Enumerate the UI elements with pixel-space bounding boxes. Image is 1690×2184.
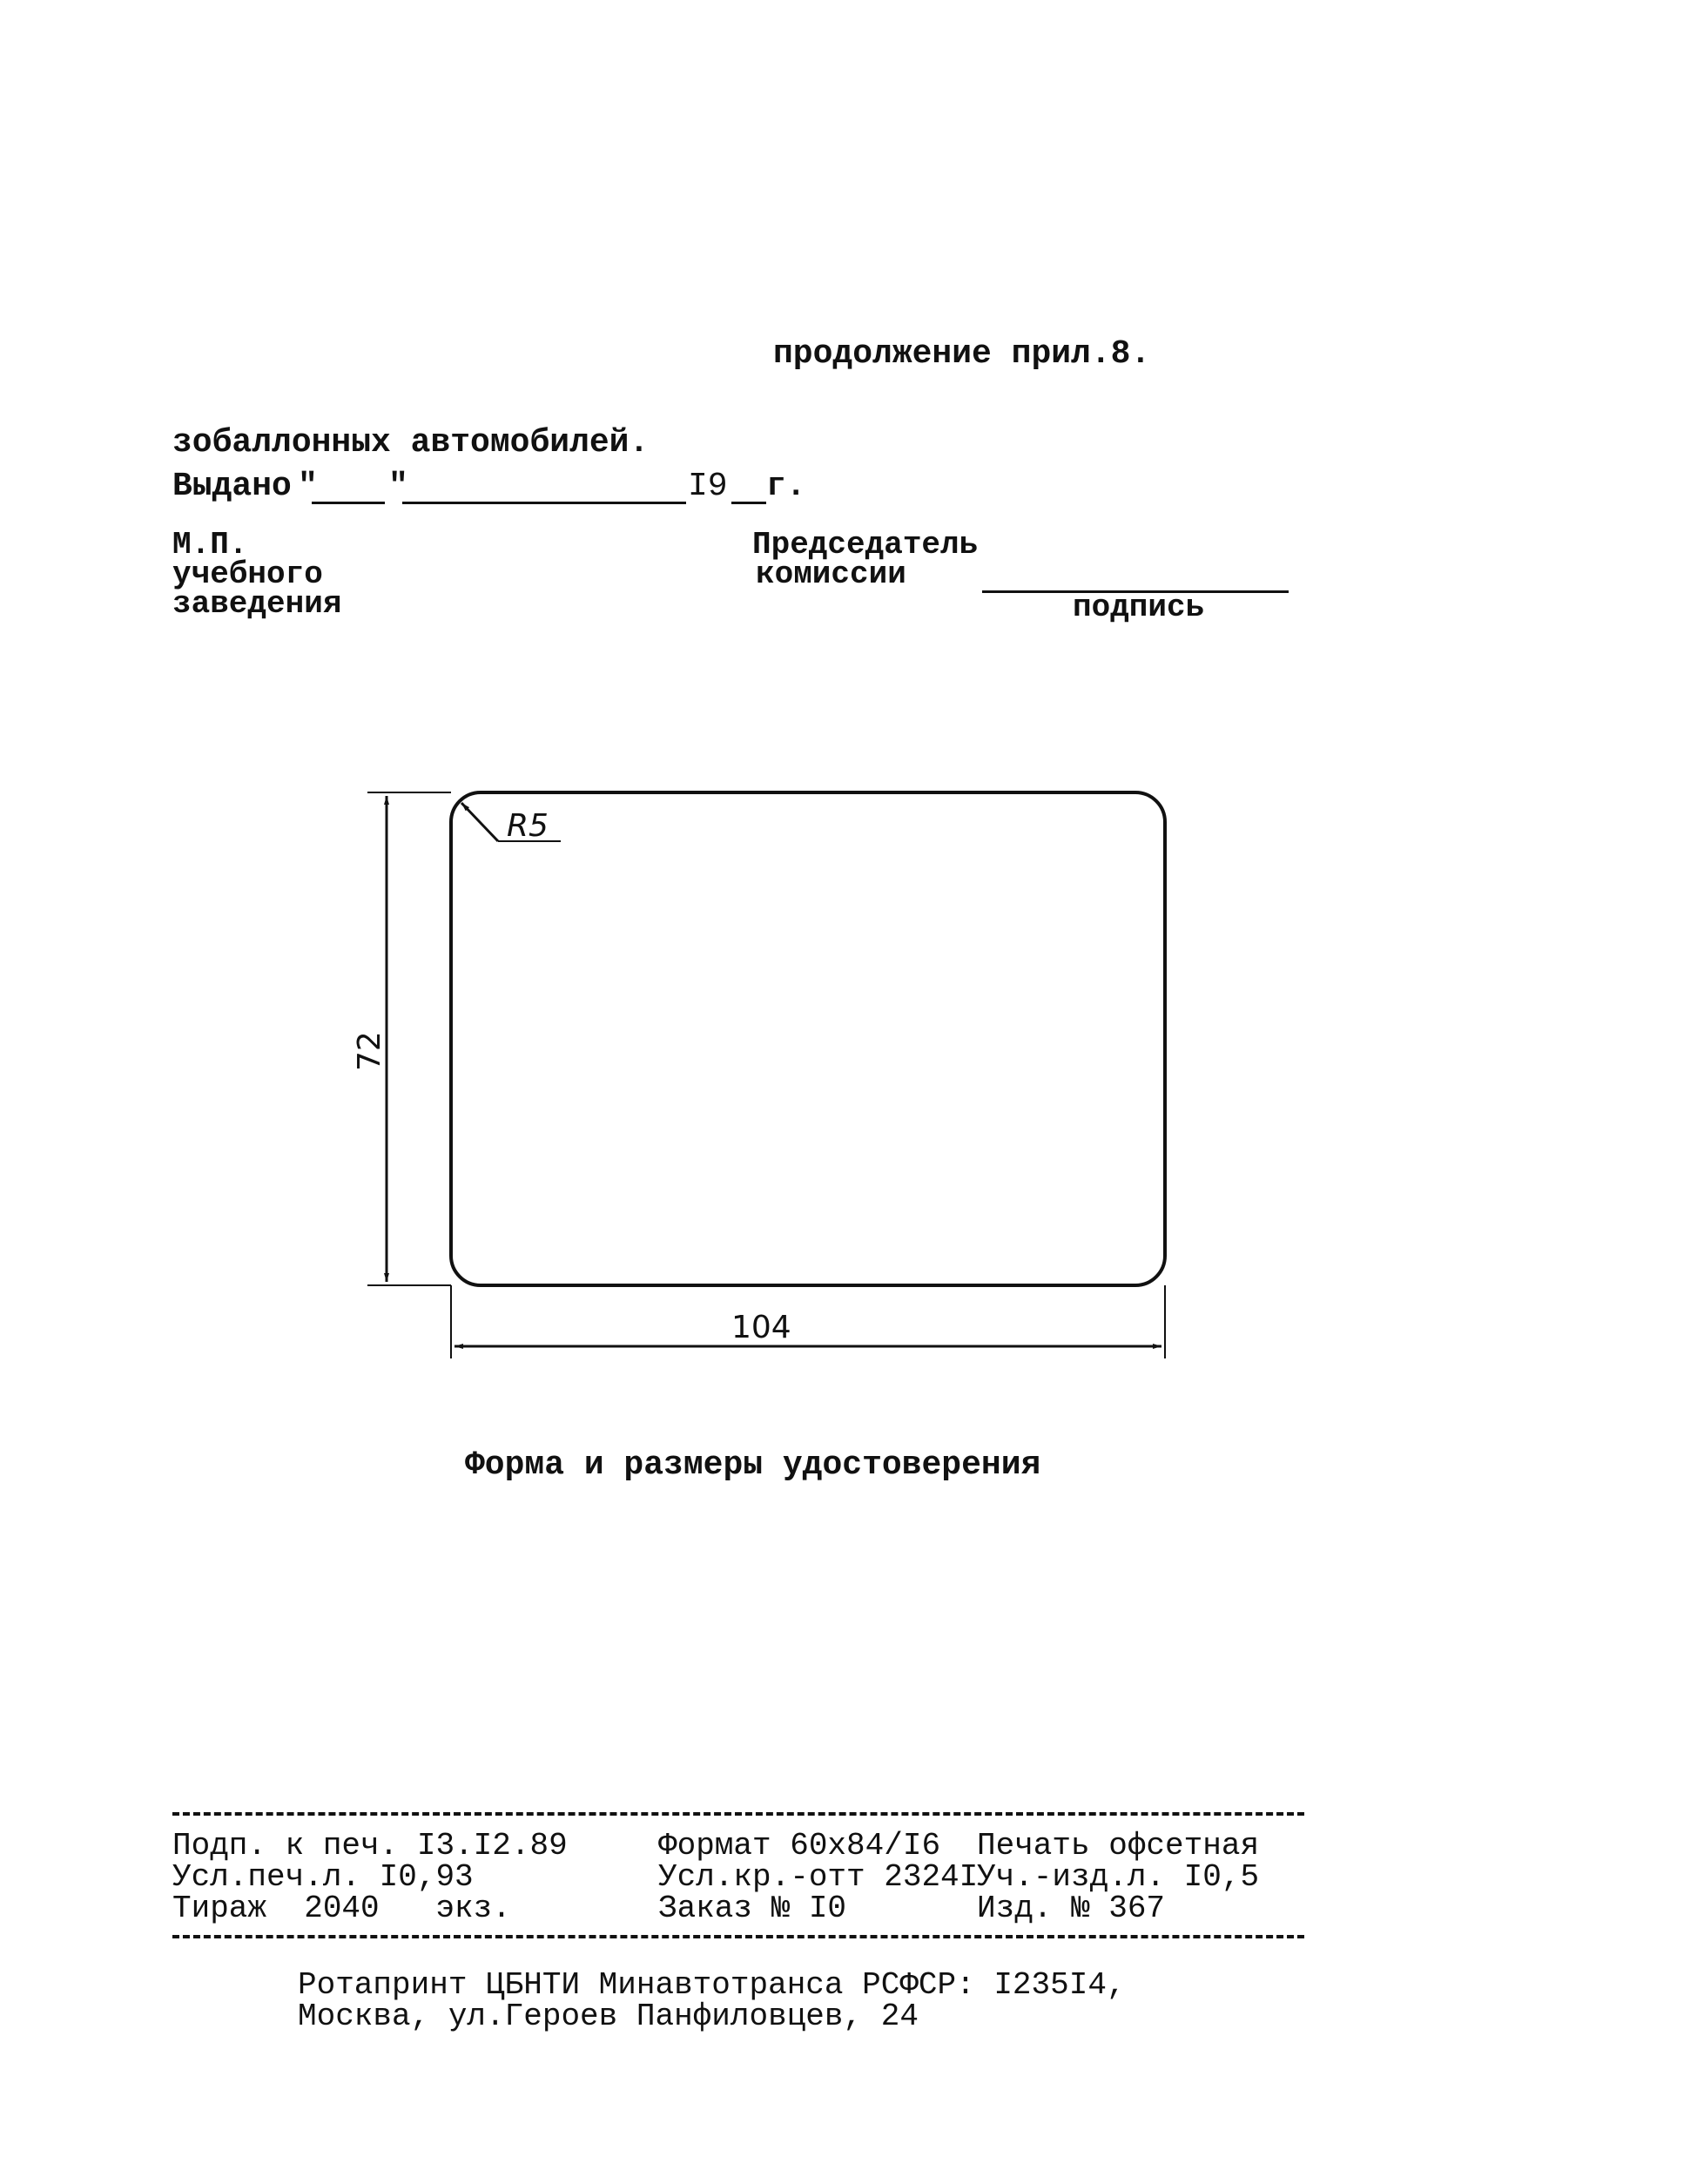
imprint-line: Тираж 2040 экз. <box>172 1891 511 1926</box>
imprint-line: Печать офсетная <box>977 1828 1260 1864</box>
printer-line: Ротапринт ЦБНТИ Минавтотранса РСФСР: I235I4, <box>298 1967 1126 2003</box>
chair-title: Председатель <box>752 527 979 563</box>
continuation-note: продолжение прил.8. <box>773 335 1151 373</box>
imprint-line: Подп. к печ. I3.I2.89 <box>172 1828 568 1864</box>
certificate-text-line: зобаллонных автомобилей. <box>172 424 650 462</box>
seal-line: заведения <box>172 586 342 622</box>
height-label: 72 <box>352 1031 387 1071</box>
radius-leader <box>461 803 498 841</box>
year-prefix: I9 <box>688 468 728 505</box>
printer-line: Москва, ул.Героев Панфиловцев, 24 <box>298 1999 919 2034</box>
quote-close: " <box>388 468 408 505</box>
imprint-line: Усл.кр.-отт 2324I <box>658 1859 979 1895</box>
drawing-caption: Форма и размеры удостоверения <box>465 1446 1041 1484</box>
dashed-divider <box>172 1812 1304 1816</box>
year-suffix: г. <box>766 468 806 505</box>
certificate-outline <box>451 792 1165 1285</box>
signature-label: подпись <box>1073 590 1205 625</box>
seal-line: М.П. <box>172 527 248 563</box>
issued-label: Выдано <box>172 468 292 505</box>
imprint-line: Усл.печ.л. I0,93 <box>172 1859 474 1895</box>
imprint-line: Изд. № 367 <box>977 1891 1166 1926</box>
quote-open: " <box>298 468 318 505</box>
radius-label: R5 <box>507 808 549 844</box>
imprint-line: Формат 60х84/I6 <box>658 1828 941 1864</box>
dashed-divider <box>172 1935 1304 1938</box>
width-label: 104 <box>731 1310 791 1345</box>
chair-title: комиссии <box>756 556 906 592</box>
imprint-line: Уч.-изд.л. I0,5 <box>977 1859 1260 1895</box>
seal-line: учебного <box>172 556 323 592</box>
imprint-line: Заказ № I0 <box>658 1891 847 1926</box>
